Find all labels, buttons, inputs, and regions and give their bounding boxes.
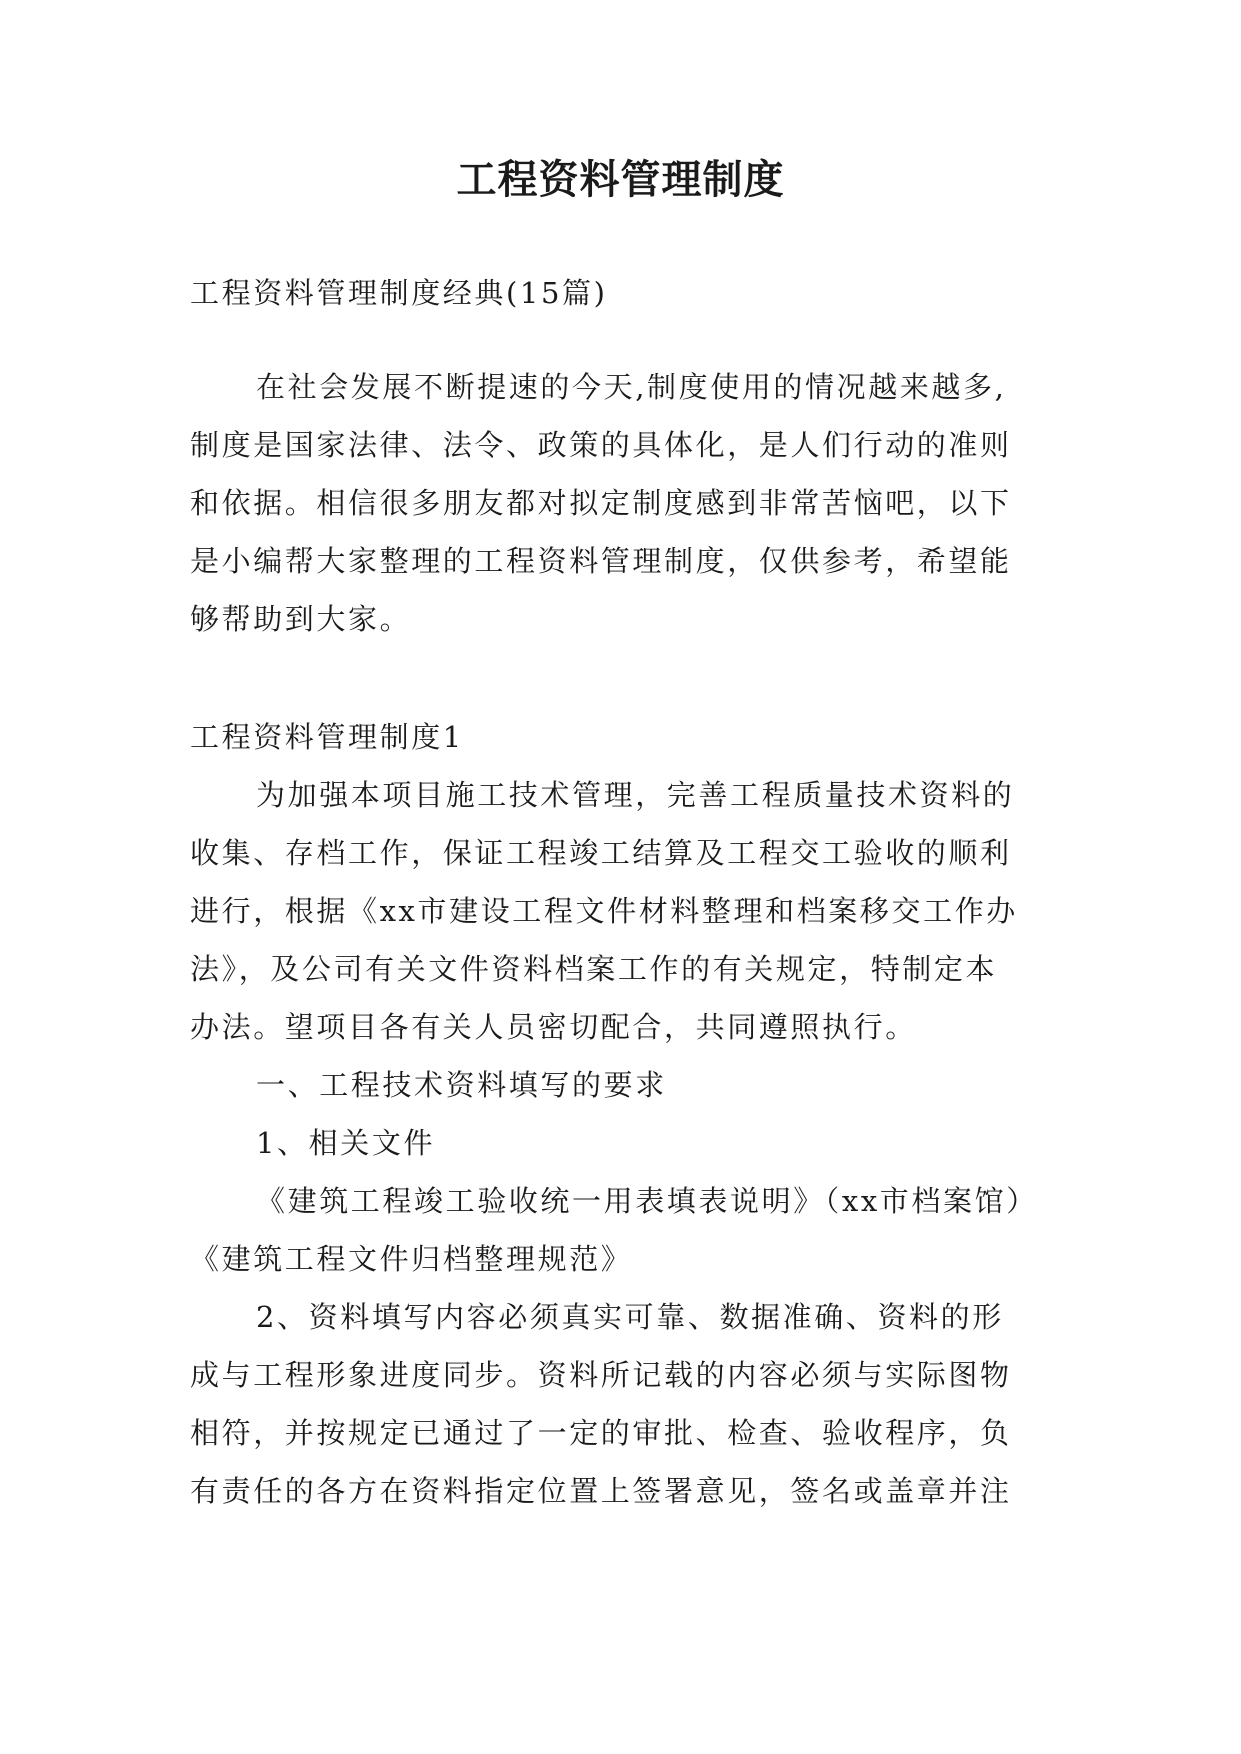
intro-line: 和依据。相信很多朋友都对拟定制度感到非常苦恼吧，以下 (190, 486, 1012, 520)
intro-paragraph (190, 358, 1070, 648)
item-two-line: 成与工程形象进度同步。资料所记载的内容必须与实际图物 (190, 1358, 1012, 1392)
subtitle-block (190, 264, 1070, 322)
intro-line: 制度是国家法律、法令、政策的具体化，是人们行动的准则 (190, 428, 1012, 462)
item-two-line: 相符，并按规定已通过了一定的审批、检查、验收程序，负 (190, 1416, 1012, 1450)
reference-line: 《建筑工程文件归档整理规范》 (190, 1242, 633, 1276)
document-title: 工程资料管理制度 (456, 156, 785, 203)
section-para-line: 办法。望项目各有关人员密切配合，共同遵照执行。 (190, 1010, 917, 1044)
section-para-line: 法》，及公司有关文件资料档案工作的有关规定，特制定本 (190, 952, 998, 986)
intro-line: 在社会发展不断提速的今天,制度使用的情况越来越多, (256, 370, 1007, 404)
reference-line: 《建筑工程竣工验收统一用表填表说明》（xx市档案馆） (256, 1184, 1038, 1218)
intro-line: 够帮助到大家。 (190, 602, 412, 636)
section-para-line: 收集、存档工作，保证工程竣工结算及工程交工验收的顺利 (190, 836, 1012, 870)
intro-line: 是小编帮大家整理的工程资料管理制度，仅供参考，希望能 (190, 544, 1012, 578)
section-para-line: 为加强本项目施工技术管理，完善工程质量技术资料的 (256, 778, 1015, 812)
item-heading-one: 一、工程技术资料填写的要求 (256, 1068, 667, 1102)
section-1 (190, 708, 1070, 1520)
section-para-line: 进行，根据《xx市建设工程文件材料整理和档案移交工作办 (190, 894, 1018, 928)
section-heading: 工程资料管理制度1 (190, 720, 464, 754)
item-heading-one-1: 1、相关文件 (256, 1126, 436, 1160)
item-two-line: 有责任的各方在资料指定位置上签署意见，签名或盖章并注 (190, 1474, 1012, 1508)
document-subtitle: 工程资料管理制度经典(15篇) (190, 276, 608, 310)
item-two-line: 2、资料填写内容必须真实可靠、数据准确、资料的形 (256, 1300, 1004, 1334)
